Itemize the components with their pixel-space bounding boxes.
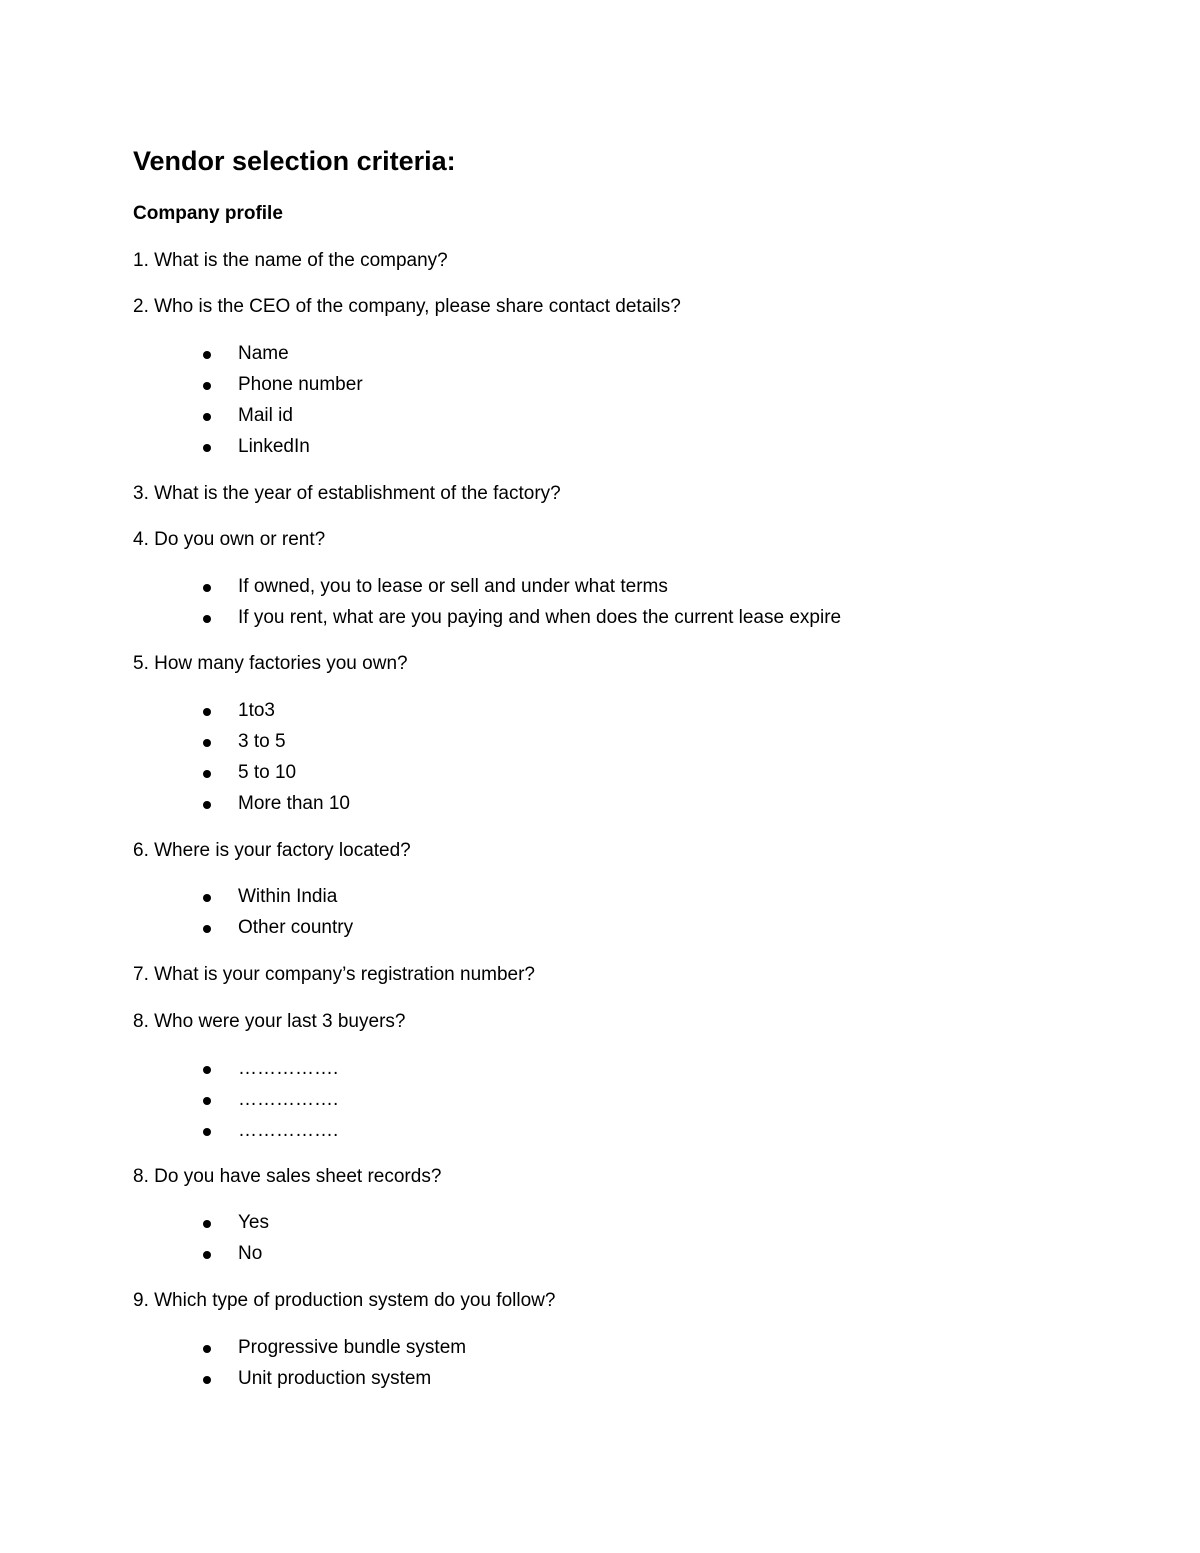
bullet-icon — [203, 1066, 211, 1074]
bullet-icon — [203, 615, 211, 623]
bullet-icon — [203, 444, 211, 452]
list-item: ……………. — [133, 1055, 338, 1086]
list-item: Yes — [133, 1209, 269, 1240]
list-item: 5 to 10 — [133, 759, 350, 790]
section-heading: Company profile — [133, 203, 283, 224]
list-item: Unit production system — [133, 1365, 466, 1396]
bullet-icon — [203, 1220, 211, 1228]
question-1: 1. What is the name of the company? — [133, 250, 448, 271]
bullet-icon — [203, 351, 211, 359]
list-item: 3 to 5 — [133, 728, 350, 759]
bullet-icon — [203, 801, 211, 809]
list-item: If you rent, what are you paying and when does the current lease expire — [133, 604, 841, 635]
bullet-icon — [203, 925, 211, 933]
bullet-icon — [203, 1251, 211, 1259]
list-item: If owned, you to lease or sell and under what terms — [133, 573, 841, 604]
question-8-options — [133, 1055, 338, 1148]
bullet-icon — [203, 382, 211, 390]
question-5-options — [133, 697, 350, 821]
bullet-icon — [203, 708, 211, 716]
list-item: ……………. — [133, 1117, 338, 1148]
bullet-icon — [203, 584, 211, 592]
question-8b-options — [133, 1209, 269, 1271]
list-item: ……………. — [133, 1086, 338, 1117]
list-item: Phone number — [133, 371, 363, 402]
question-9: 9. Which type of production system do you follow? — [133, 1290, 556, 1311]
question-9-options — [133, 1334, 466, 1396]
question-8: 8. Who were your last 3 buyers? — [133, 1011, 406, 1032]
document-title: Vendor selection criteria: — [133, 146, 456, 176]
bullet-icon — [203, 1097, 211, 1105]
list-item: Within India — [133, 883, 353, 914]
bullet-icon — [203, 413, 211, 421]
list-item: Mail id — [133, 402, 363, 433]
list-item: 1to3 — [133, 697, 350, 728]
question-7: 7. What is your company’s registration number? — [133, 964, 535, 985]
list-item: Other country — [133, 914, 353, 945]
list-item: More than 10 — [133, 790, 350, 821]
list-item: No — [133, 1240, 269, 1271]
question-8b: 8. Do you have sales sheet records? — [133, 1166, 442, 1187]
question-4: 4. Do you own or rent? — [133, 529, 326, 550]
question-2: 2. Who is the CEO of the company, please share contact details? — [133, 296, 681, 317]
question-2-options — [133, 340, 363, 464]
question-6-options — [133, 883, 353, 945]
bullet-icon — [203, 739, 211, 747]
list-item: Name — [133, 340, 363, 371]
bullet-icon — [203, 1345, 211, 1353]
bullet-icon — [203, 1376, 211, 1384]
question-6: 6. Where is your factory located? — [133, 840, 411, 861]
list-item: LinkedIn — [133, 433, 363, 464]
question-3: 3. What is the year of establishment of the factory? — [133, 483, 561, 504]
list-item: Progressive bundle system — [133, 1334, 466, 1365]
question-5: 5. How many factories you own? — [133, 653, 408, 674]
question-4-options — [133, 573, 841, 635]
bullet-icon — [203, 894, 211, 902]
bullet-icon — [203, 770, 211, 778]
bullet-icon — [203, 1128, 211, 1136]
